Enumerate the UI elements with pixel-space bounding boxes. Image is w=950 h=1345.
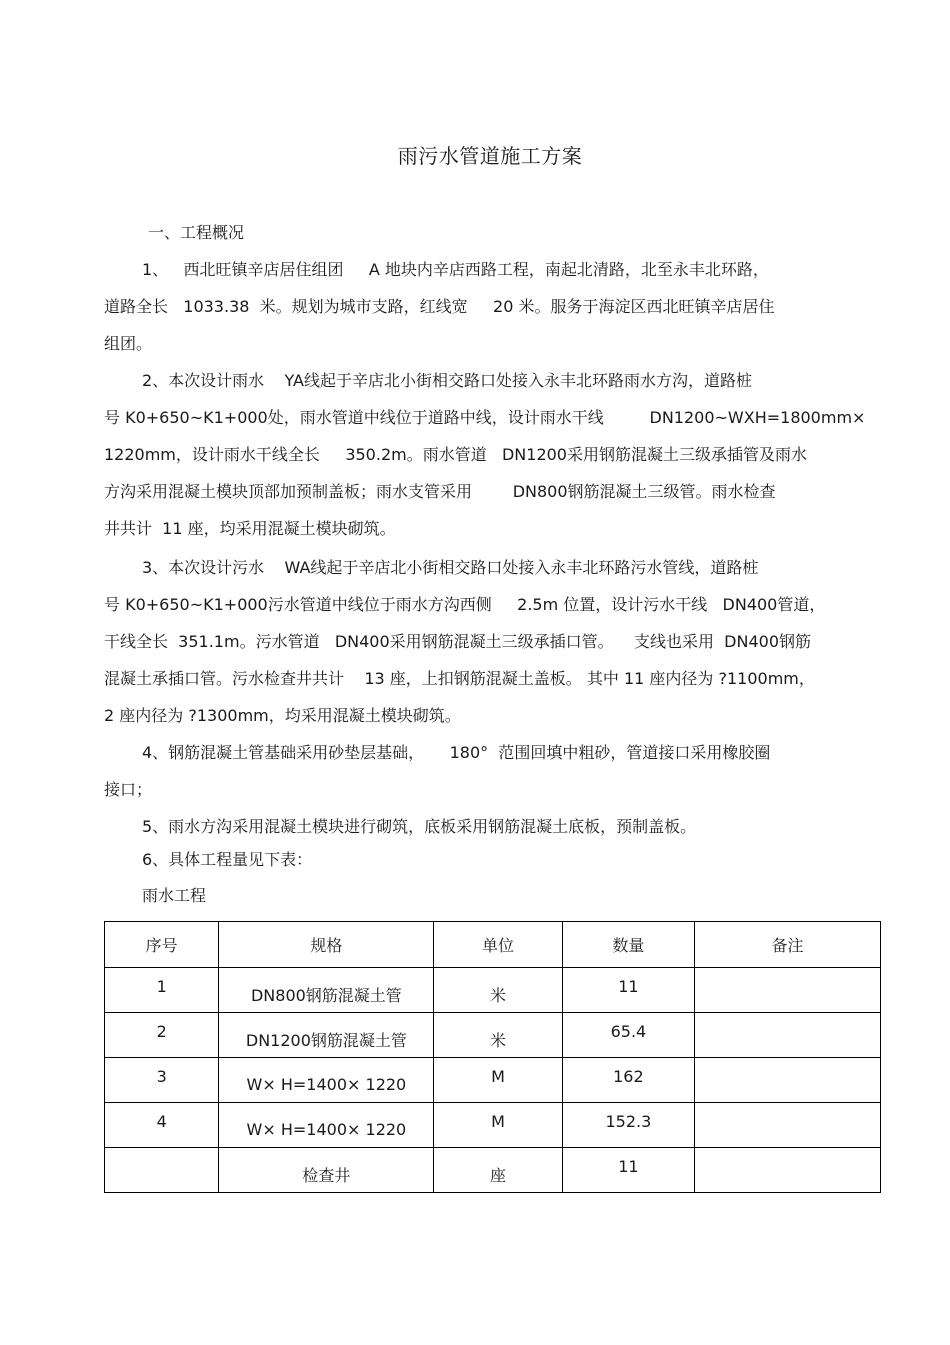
table-row — [105, 1013, 881, 1058]
paragraph-line: 接口； — [104, 780, 153, 799]
table-cell: 162 — [562, 1058, 694, 1103]
table-cell: M — [434, 1103, 562, 1148]
table-cell: 11 — [562, 968, 694, 1013]
table-cell: M — [434, 1058, 562, 1103]
table-cell: 2 — [105, 1013, 219, 1058]
table-cell: W× H=1400× 1220 — [219, 1103, 434, 1148]
table-cell — [695, 1058, 881, 1103]
table-cell: DN800钢筋混凝土管 — [219, 968, 434, 1013]
paragraph-line: 6、具体工程量见下表： — [142, 850, 313, 869]
paragraph-line: 组团。 — [104, 334, 153, 353]
paragraph-line: 混凝土承插口管。污水检查井共计 13 座，上扣钢筋混凝土盖板。 其中 11 座内径为 ?1100mm， — [104, 669, 815, 688]
paragraph-line: 4、钢筋混凝土管基础采用砂垫层基础， 180° 范围回填中粗砂，管道接口采用橡胶圈 — [142, 743, 771, 762]
header-cell: 规格 — [219, 922, 434, 968]
paragraph-line: 井共计 11 座，均采用混凝土模块砌筑。 — [104, 519, 396, 538]
paragraph-line: 道路全长 1033.38 米。规划为城市支路，红线宽 20 米。服务于海淀区西北旺镇辛店居住 — [104, 297, 775, 316]
table-cell — [695, 968, 881, 1013]
paragraph-line: 5、雨水方沟采用混凝土模块进行砌筑，底板采用钢筋混凝土底板，预制盖板。 — [142, 817, 697, 836]
header-cell: 序号 — [105, 922, 219, 968]
table-cell: 3 — [105, 1058, 219, 1103]
table-cell: 米 — [434, 968, 562, 1013]
table-cell: 152.3 — [562, 1103, 694, 1148]
table-cell — [695, 1013, 881, 1058]
table-row — [105, 1058, 881, 1103]
table-cell: 检查井 — [219, 1148, 434, 1193]
table-cell: 11 — [562, 1148, 694, 1193]
table-cell: 1 — [105, 968, 219, 1013]
paragraph-line: 号 K0+650~K1+000污水管道中线位于雨水方沟西侧 2.5m 位置，设计污水干线 DN400管道， — [104, 595, 826, 614]
table-cell — [695, 1103, 881, 1148]
paragraph-line: 1、 西北旺镇辛店居住组团 A 地块内辛店西路工程，南起北清路，北至永丰北环路， — [142, 260, 769, 279]
table-cell: DN1200钢筋混凝土管 — [219, 1013, 434, 1058]
table-cell: 座 — [434, 1148, 562, 1193]
paragraph-line: 1220mm，设计雨水干线全长 350.2m。雨水管道 DN1200采用钢筋混凝土三级承插管及雨水 — [104, 445, 807, 464]
table-row — [105, 1148, 881, 1193]
header-cell: 数量 — [562, 922, 694, 968]
paragraph-line: 2、本次设计雨水 YA线起于辛店北小街相交路口处接入永丰北环路雨水方沟，道路桩 — [142, 371, 753, 390]
paragraph-line: 方沟采用混凝土模块顶部加预制盖板；雨水支管采用 DN800钢筋混凝土三级管。雨水检查 — [104, 482, 776, 501]
document-title: 雨污水管道施工方案 — [397, 144, 583, 168]
table-cell: 65.4 — [562, 1013, 694, 1058]
table-cell — [695, 1148, 881, 1193]
section-heading-overview: 一、工程概况 — [148, 223, 245, 242]
paragraph-line: 3、本次设计污水 WA线起于辛店北小街相交路口处接入永丰北环路污水管线，道路桩 — [142, 558, 759, 577]
table-cell — [105, 1148, 219, 1193]
table-cell: 4 — [105, 1103, 219, 1148]
paragraph-line: 2 座内径为 ?1300mm，均采用混凝土模块砌筑。 — [104, 706, 461, 725]
table-row — [105, 1103, 881, 1148]
table-cell: 米 — [434, 1013, 562, 1058]
table-row — [105, 968, 881, 1013]
quantity-table — [104, 921, 881, 1193]
paragraph-line: 号 K0+650~K1+000处，雨水管道中线位于道路中线，设计雨水干线 DN1200~WXH=1800mm× — [104, 408, 866, 427]
header-cell: 备注 — [695, 922, 881, 968]
table-caption: 雨水工程 — [142, 886, 207, 905]
paragraph-line: 干线全长 351.1m。污水管道 DN400采用钢筋混凝土三级承插口管。 支线也采用 DN400钢筋 — [104, 632, 811, 651]
table-cell: W× H=1400× 1220 — [219, 1058, 434, 1103]
header-cell: 单位 — [434, 922, 562, 968]
table-header-row — [105, 922, 881, 968]
